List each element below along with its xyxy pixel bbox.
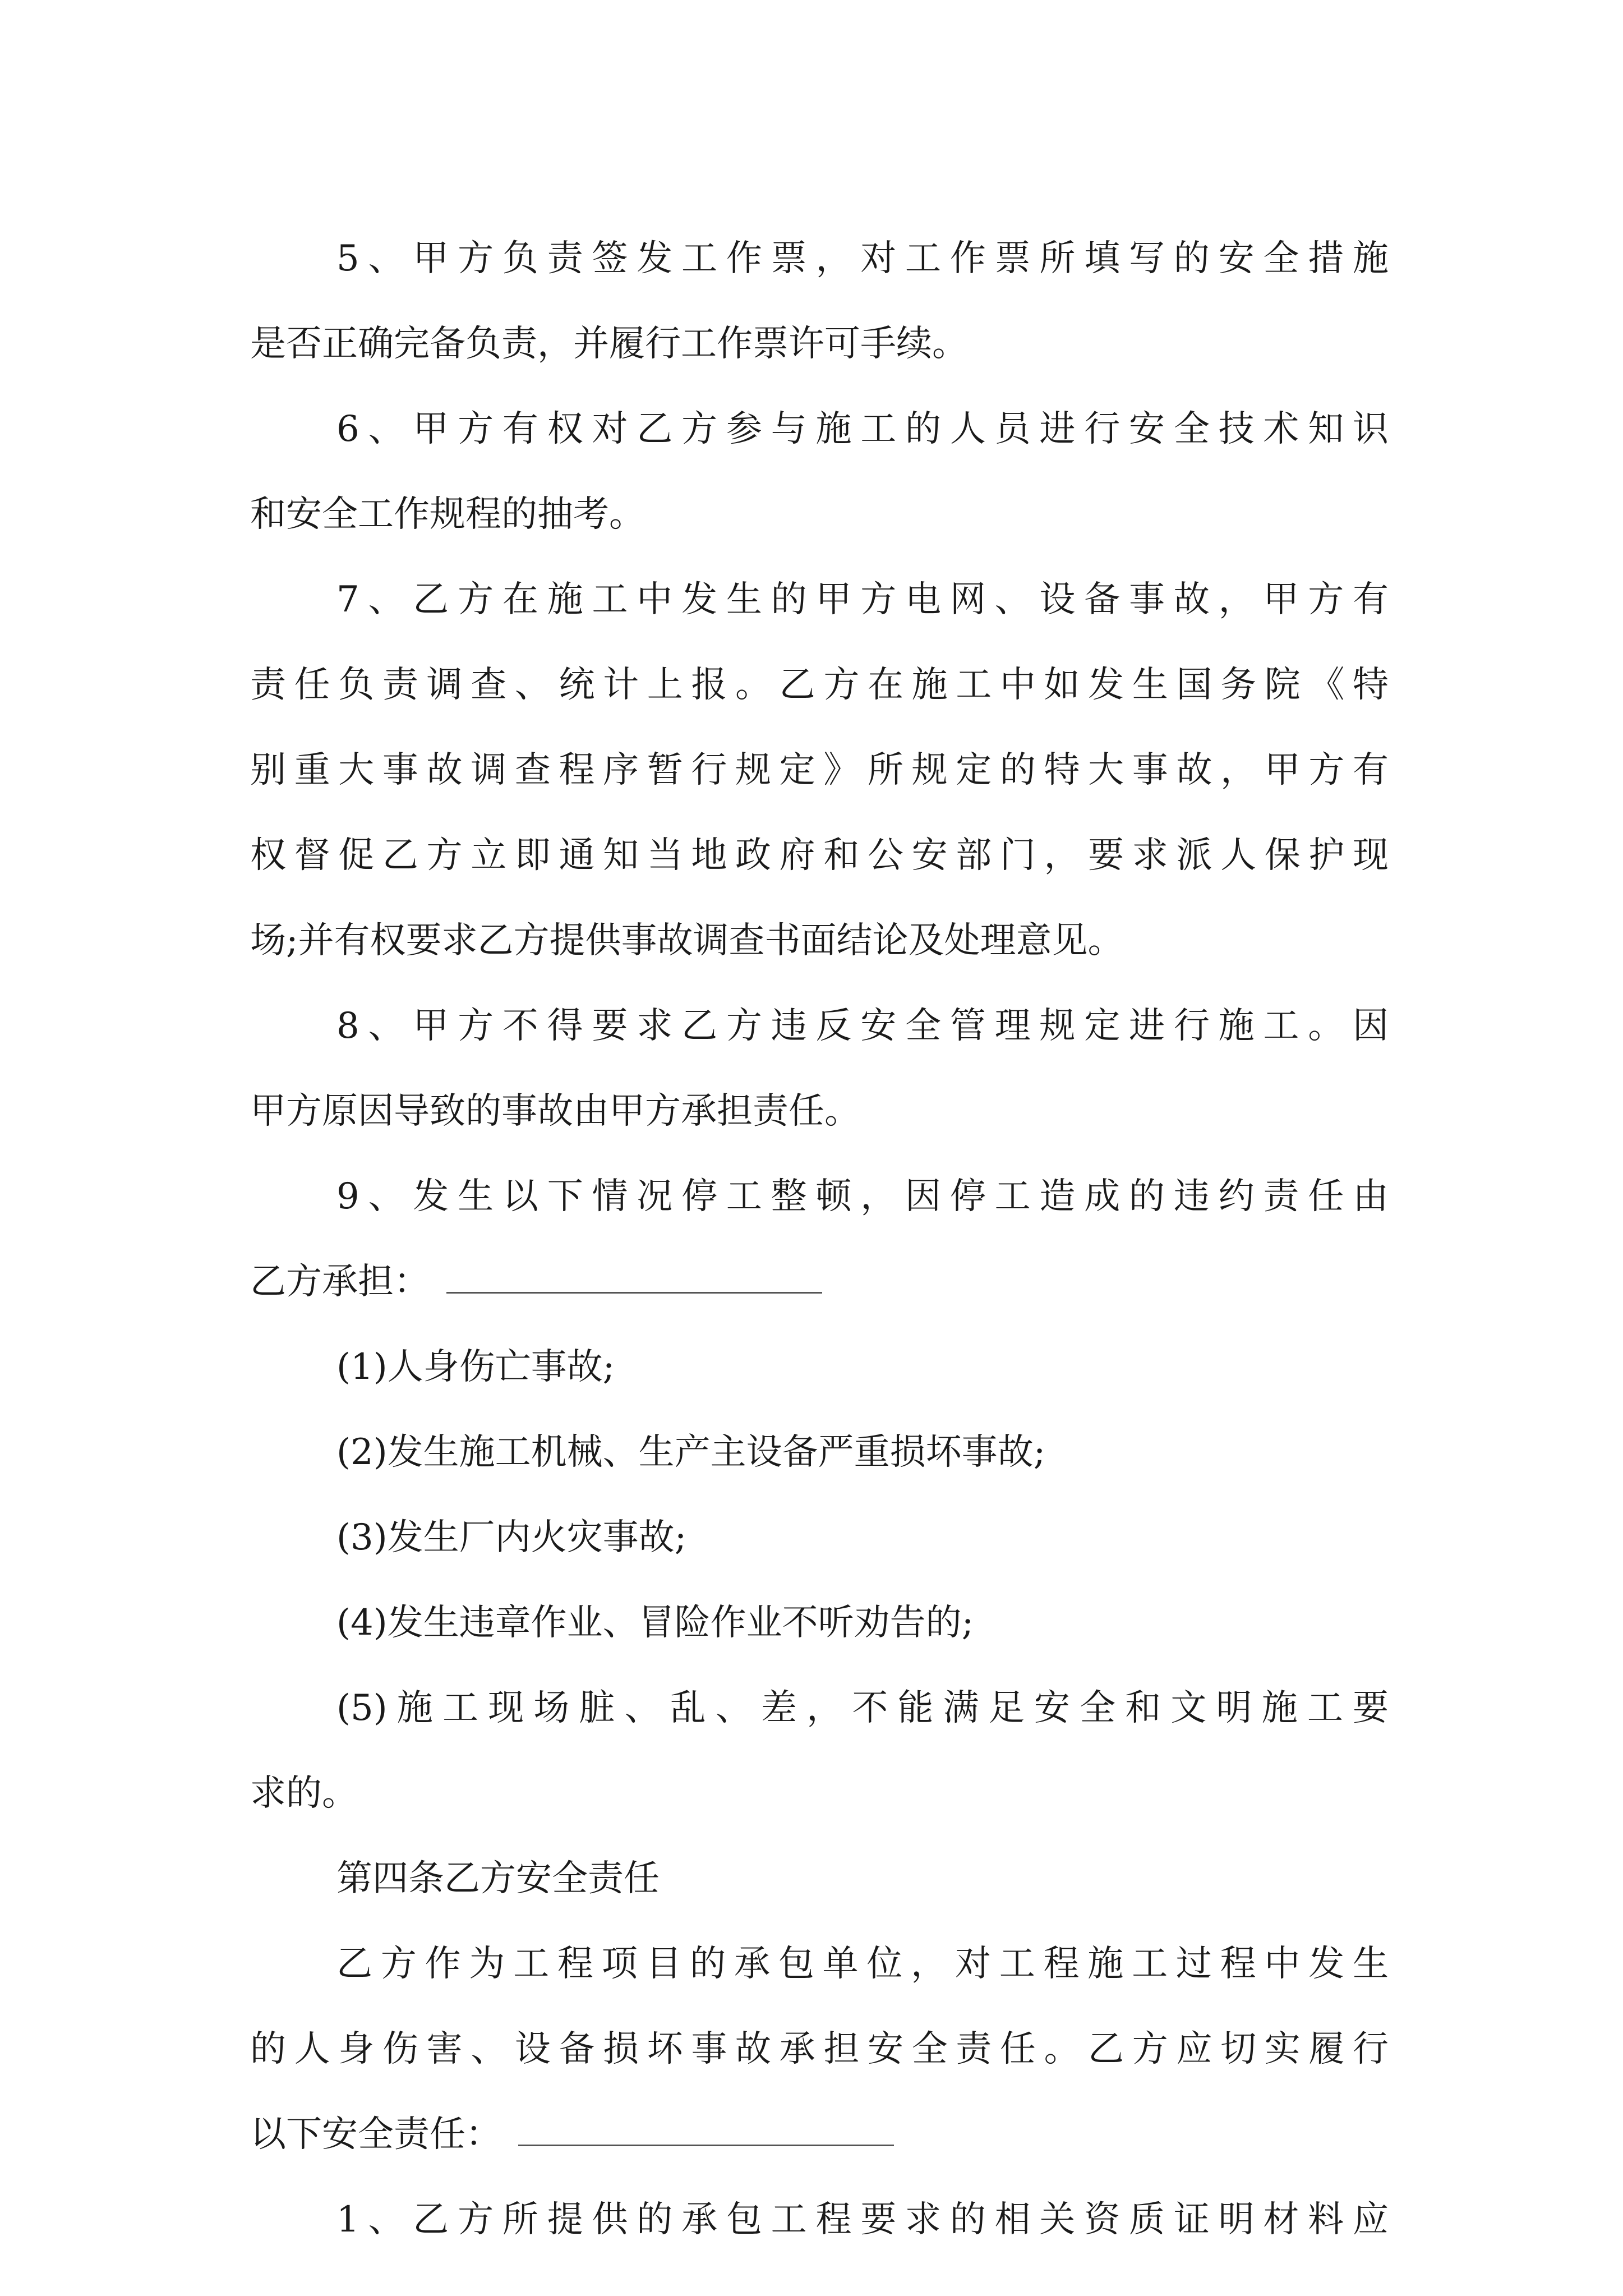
- text-line: 的人身伤害、设备损坏事故承担安全责任。乙方应切实履行: [250, 2028, 1389, 2070]
- text-line: 场;并有权要求乙方提供事故调查书面结论及处理意见。: [250, 920, 1124, 961]
- text-segment: 以下安全责任：: [250, 2114, 501, 2155]
- text-line: 5、甲方负责签发工作票，对工作票所填写的安全措施: [336, 238, 1389, 279]
- text-segment: 乙方承担：: [250, 1261, 430, 1303]
- document-page: [250, 216, 1389, 2262]
- text-line: 权督促乙方立即通知当地政府和公安部门，要求派人保护现: [250, 835, 1389, 876]
- text-line-with-blank: [250, 2092, 1389, 2177]
- list-item: (4)发生违章作业、冒险作业不听劝告的;: [336, 1602, 974, 1644]
- fill-in-blank[interactable]: [446, 1262, 822, 1294]
- text-line: 和安全工作规程的抽考。: [250, 494, 645, 535]
- text-line: 9、发生以下情况停工整顿，因停工造成的违约责任由: [336, 1176, 1389, 1217]
- text-line: 是否正确完备负责，并履行工作票许可手续。: [250, 323, 968, 365]
- text-line: 1、乙方所提供的承包工程要求的相关资质证明材料应: [336, 2199, 1389, 2240]
- list-item: (3)发生厂内火灾事故;: [336, 1517, 687, 1558]
- text-line: 6、甲方有权对乙方参与施工的人员进行安全技术知识: [336, 408, 1389, 450]
- text-line: 责任负责调查、统计上报。乙方在施工中如发生国务院《特: [250, 664, 1389, 706]
- text-line: 甲方原因导致的事故由甲方承担责任。: [250, 1091, 860, 1132]
- list-item: (1)人身伤亡事故;: [336, 1346, 615, 1388]
- text-line: 别重大事故调查程序暂行规定》所规定的特大事故，甲方有: [250, 749, 1389, 791]
- section-heading: 第四条乙方安全责任: [336, 1858, 660, 1899]
- fill-in-blank[interactable]: [518, 2114, 894, 2146]
- text-line: 8、甲方不得要求乙方违反安全管理规定进行施工。因: [336, 1005, 1389, 1047]
- list-item: (5)施工现场脏、乱、差，不能满足安全和文明施工要: [336, 1687, 1389, 1729]
- text-line-with-blank: [250, 1239, 1389, 1324]
- text-line: 7、乙方在施工中发生的甲方电网、设备事故，甲方有: [336, 579, 1389, 620]
- list-item: 求的。: [250, 1773, 358, 1814]
- text-line: 乙方作为工程项目的承包单位，对工程施工过程中发生: [336, 1943, 1389, 1985]
- list-item: (2)发生施工机械、生产主设备严重损坏事故;: [336, 1432, 1046, 1473]
